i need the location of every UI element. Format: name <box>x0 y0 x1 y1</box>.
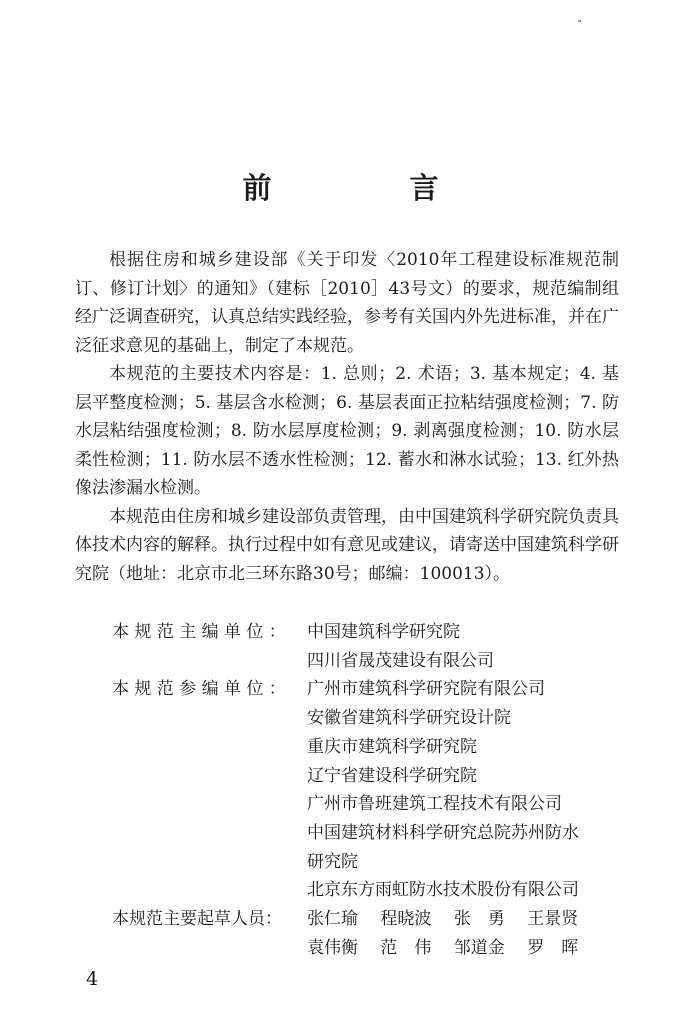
participating-unit: 辽宁省建设科学研究院 <box>307 765 477 786</box>
participating-row <box>112 675 622 905</box>
drafter-name: 张 勇 <box>453 909 505 930</box>
participating-unit: 安徽省建筑科学研究设计院 <box>307 708 511 729</box>
drafter-name: 罗 晖 <box>527 937 579 958</box>
paragraph-basis: 根据住房和城乡建设部《关于印发〈2010年工程建设标准规范制订、修订计划〉的通知》（建标［2010］43号文）的要求，规范编制组经广泛调查研究，认真总结实践经验，参考有关国内外先进标准，并在广泛征求意见的基础上，制定了本规范。 <box>75 250 619 356</box>
participating-unit: 重庆市建筑科学研究院 <box>307 736 477 757</box>
drafter-name: 张仁瑜 <box>307 909 358 930</box>
drafters-line <box>307 934 622 963</box>
paragraph-management: 本规范由住房和城乡建设部负责管理，由中国建筑科学研究院负责具体技术内容的解释。执行过程中如有意见或建议，请寄送中国建筑科学研究院（地址：北京市北三环东路30号；邮编：100013）。 <box>75 506 619 584</box>
participating-list <box>307 675 622 905</box>
participating-unit: 研究院 <box>307 851 358 872</box>
participating-unit: 广州市鲁班建筑工程技术有限公司 <box>307 794 562 815</box>
chief-editor-list <box>307 618 622 675</box>
participating-label: 本规范参编单位： <box>112 679 292 700</box>
paragraph-contents: 本规范的主要技术内容是：1. 总则；2. 术语；3. 基本规定；4. 基层平整度检测；5. 基层含水检测；6. 基层表面正拉粘结强度检测；7. 防水层粘结强度检测；8. 防水层厚度检测；9. 剥离强度检测；10. 防水层柔性检测；11. 防水层不透水性检测；12. 蓄水和淋水试验；13. 红外热像法渗漏水检测。 <box>75 364 619 498</box>
drafter-name: 程晓波 <box>380 909 432 930</box>
chief-editor-row <box>112 618 622 675</box>
drafter-name: 范 伟 <box>380 937 432 958</box>
drafters-list <box>307 905 622 962</box>
corner-mark <box>578 20 581 22</box>
participating-unit: 广州市建筑科学研究院有限公司 <box>307 679 545 700</box>
chief-editor-label: 本规范主编单位： <box>112 622 292 642</box>
page-title: 前 言 <box>242 171 503 205</box>
chief-unit: 四川省晟茂建设有限公司 <box>307 650 494 671</box>
drafters-label: 本规范主要起草人员： <box>112 909 282 930</box>
participating-unit: 北京东方雨虹防水技术股份有限公司 <box>307 880 579 901</box>
participating-unit: 中国建筑材料科学研究总院苏州防水 <box>307 822 579 843</box>
drafter-name: 邹道金 <box>453 937 505 958</box>
page-number: 4 <box>86 968 99 990</box>
credits-section <box>112 618 622 962</box>
preface-body <box>75 246 619 588</box>
chief-unit: 中国建筑科学研究院 <box>307 622 460 642</box>
drafters-row <box>112 905 622 962</box>
drafter-name: 袁伟衡 <box>307 937 358 958</box>
drafter-name: 王景贤 <box>527 909 579 930</box>
drafters-line <box>307 905 622 934</box>
